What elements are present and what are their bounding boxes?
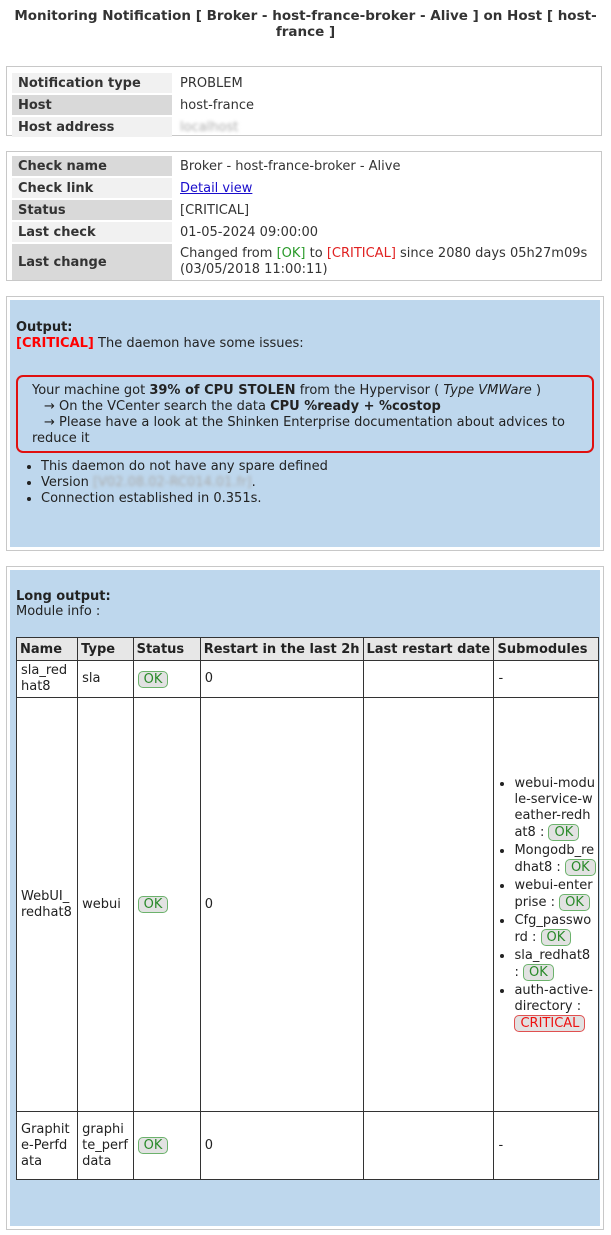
field-label: Host address bbox=[12, 117, 172, 137]
module-restarts: 0 bbox=[200, 1112, 363, 1180]
submodule-status-badge: OK bbox=[559, 894, 590, 911]
submodule-separator: : bbox=[546, 894, 555, 910]
submodule-name: webui-module-service-weather-redhat8 bbox=[514, 775, 596, 840]
submodule-separator: : bbox=[552, 859, 561, 875]
submodule-name: auth-active-directory bbox=[514, 982, 593, 1014]
module-name: WebUI_redhat8 bbox=[17, 698, 78, 1112]
submodule-item bbox=[514, 878, 596, 911]
host-info-table bbox=[12, 71, 260, 139]
detail-view-link[interactable]: Detail view bbox=[180, 180, 253, 196]
field-label: Notification type bbox=[12, 73, 172, 93]
check-info-panel bbox=[6, 151, 602, 281]
submodule-status-badge: OK bbox=[541, 929, 572, 946]
module-last-restart bbox=[363, 661, 494, 698]
alert-cpu-stolen: 39% of CPU STOLEN bbox=[149, 383, 296, 398]
submodule-name: Mongodb_redhat8 bbox=[514, 842, 595, 875]
module-restarts: 0 bbox=[200, 661, 363, 698]
check-info-table bbox=[12, 154, 601, 282]
last-change-from: [OK] bbox=[276, 246, 306, 261]
module-restarts: 0 bbox=[200, 698, 363, 1112]
submodule-status-badge: CRITICAL bbox=[514, 1015, 585, 1032]
field-label: Host bbox=[12, 95, 172, 115]
alert-text: from the Hypervisor ( bbox=[299, 383, 440, 398]
module-row bbox=[17, 698, 599, 1112]
alert-cpu-metric: CPU %ready + %costop bbox=[270, 399, 441, 414]
host-info-row bbox=[12, 95, 260, 115]
field-label: Last check bbox=[12, 222, 172, 242]
alert-text: ) bbox=[535, 383, 542, 398]
submodule-name: Cfg_password bbox=[514, 912, 592, 945]
version-value: [V02.08.02-RC014.01.fr] bbox=[92, 475, 252, 490]
module-submodules: - bbox=[494, 661, 599, 698]
submodule-separator: : bbox=[514, 964, 519, 980]
alert-text: Your machine got bbox=[32, 383, 146, 398]
submodule-name: webui-enterprise bbox=[514, 877, 593, 910]
output-panel bbox=[6, 296, 604, 551]
output-label: Output: bbox=[16, 320, 73, 335]
submodule-item bbox=[514, 776, 596, 841]
column-header-status: Status bbox=[133, 638, 200, 661]
status-value: [CRITICAL] bbox=[180, 202, 250, 218]
module-table bbox=[16, 637, 599, 1180]
host-info-row bbox=[12, 73, 260, 93]
connection-info: • Connection established in 0.351s. bbox=[41, 491, 594, 507]
module-table-header bbox=[17, 638, 599, 661]
alert-vcenter-hint: → On the VCenter search the data bbox=[44, 399, 266, 414]
host-info-panel bbox=[6, 66, 602, 136]
status-badge: OK bbox=[138, 671, 169, 688]
submodule-item bbox=[514, 913, 596, 946]
submodule-list bbox=[496, 776, 596, 1032]
last-change-suffix: since 2080 days 05h27m09s (03/05/2018 11:00:11) bbox=[180, 246, 588, 277]
column-header-last-restart: Last restart date bbox=[363, 638, 494, 661]
submodule-status-badge: OK bbox=[565, 859, 596, 876]
status-badge: OK bbox=[138, 896, 169, 913]
alert-hypervisor-type: Type VMWare bbox=[443, 383, 532, 398]
long-output-panel bbox=[6, 566, 604, 1230]
module-type: graphite_perfdata bbox=[78, 1112, 133, 1180]
output-message-text: The daemon have some issues: bbox=[98, 336, 304, 351]
submodule-item bbox=[514, 948, 596, 981]
output-details-list bbox=[16, 459, 594, 507]
module-row bbox=[17, 661, 599, 698]
output-status: [CRITICAL] bbox=[16, 336, 94, 351]
last-change-to-word: to bbox=[309, 246, 323, 261]
last-change-value bbox=[172, 244, 601, 280]
module-submodules: - bbox=[494, 1112, 599, 1180]
last-check-value: 01-05-2024 09:00:00 bbox=[180, 224, 319, 240]
submodule-separator: : bbox=[572, 998, 582, 1014]
field-label: Check link bbox=[12, 178, 172, 198]
page-title: Monitoring Notification [ Broker - host-france-broker - Alive ] on Host [ host-france ] bbox=[14, 8, 597, 40]
column-header-restarts: Restart in the last 2h bbox=[200, 638, 363, 661]
alert-documentation-hint: → Please have a look at the Shinken Enterprise documentation about advices to reduce it bbox=[32, 415, 565, 446]
field-label: Last change bbox=[12, 244, 172, 280]
version-info bbox=[41, 475, 594, 491]
module-name: sla_redhat8 bbox=[17, 661, 78, 698]
notification-type-value: PROBLEM bbox=[180, 75, 243, 91]
version-label: Version bbox=[41, 475, 89, 490]
long-output-label: Long output: bbox=[16, 589, 111, 604]
check-name-value: Broker - host-france-broker - Alive bbox=[180, 158, 401, 174]
field-label: Check name bbox=[12, 156, 172, 176]
last-change-to: [CRITICAL] bbox=[326, 246, 396, 261]
submodule-separator: : bbox=[527, 929, 537, 945]
version-end: . bbox=[251, 475, 256, 490]
column-header-type: Type bbox=[78, 638, 133, 661]
field-label: Status bbox=[12, 200, 172, 220]
module-info-title: Module info : bbox=[16, 604, 101, 619]
host-value: host-france bbox=[180, 97, 255, 113]
module-last-restart bbox=[363, 698, 494, 1112]
host-address-value: localhost bbox=[180, 119, 239, 135]
module-row bbox=[17, 1112, 599, 1180]
submodule-item bbox=[514, 843, 596, 876]
last-change-prefix: Changed from bbox=[180, 246, 273, 261]
submodule-item bbox=[514, 983, 596, 1032]
column-header-submodules: Submodules bbox=[494, 638, 599, 661]
column-header-name: Name bbox=[17, 638, 78, 661]
output-message bbox=[16, 336, 594, 352]
status-badge: OK bbox=[138, 1137, 169, 1154]
submodule-name: sla_redhat8 bbox=[514, 947, 591, 963]
submodule-status-badge: OK bbox=[523, 964, 554, 981]
submodule-status-badge: OK bbox=[548, 824, 579, 841]
module-last-restart bbox=[363, 1112, 494, 1180]
module-name: Graphite-Perfdata bbox=[17, 1112, 78, 1180]
spare-info: • This daemon do not have any spare defined bbox=[41, 459, 594, 475]
cpu-stolen-alert bbox=[16, 375, 594, 453]
module-type: webui bbox=[78, 698, 133, 1112]
submodule-separator: : bbox=[535, 824, 545, 840]
module-type: sla bbox=[78, 661, 133, 698]
host-info-row bbox=[12, 117, 260, 137]
